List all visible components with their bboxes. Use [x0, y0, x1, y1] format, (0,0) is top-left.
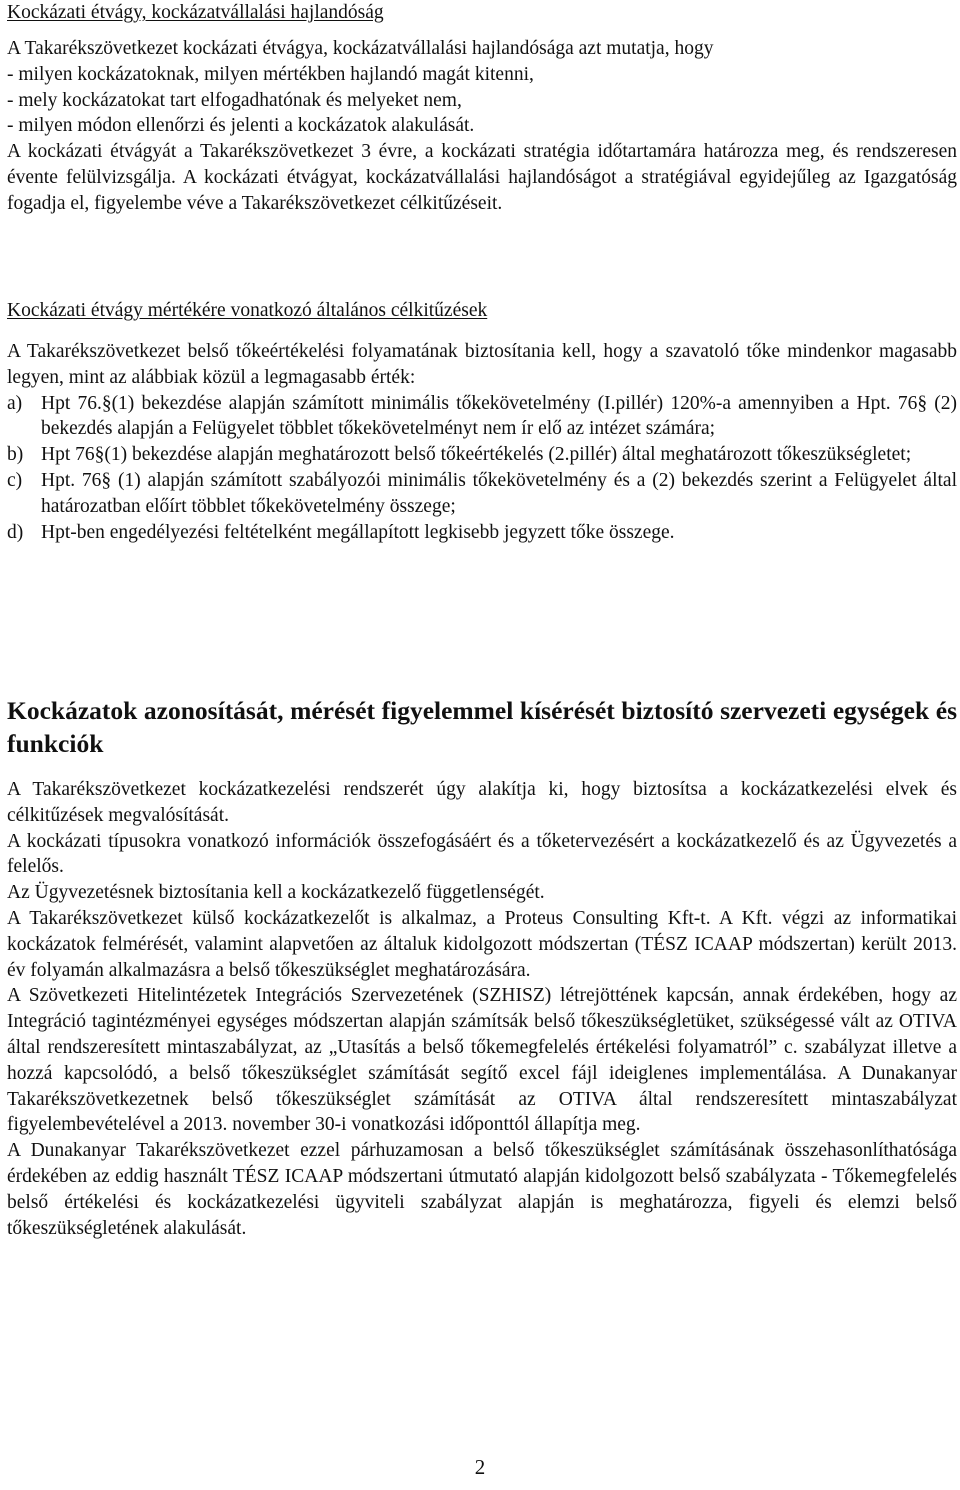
body-paragraph: A Takarékszövetkezet kockázatkezelési rendszerét úgy alakítja ki, hogy biztosítsa a kockázatkezelési elvek és célkitűzések megvalósítását.	[7, 779, 957, 826]
page-number: 2	[474, 1455, 486, 1479]
list-marker: d)	[7, 521, 24, 543]
bullet-item: - mely kockázatokat tart elfogadhatónak és melyeket nem,	[7, 89, 462, 111]
list-item	[7, 442, 957, 468]
section-heading: Kockázati étvágy, kockázatvállalási hajlandóság	[7, 2, 384, 23]
list-item-text: Hpt 76.§(1) bekezdése alapján számított minimális tőkekövetelmény (I.pillér) 120%-a amennyiben a Hpt. 76§ (2) bekezdés alapján a Felügyelet többlet tőkekövetelményt nem ír elő az intézet számára;	[41, 392, 957, 440]
section-heading: Kockázati étvágy mértékére vonatkozó általános célkitűzések	[7, 300, 488, 321]
intro-paragraph: A Takarékszövetkezet belső tőkeértékelési folyamatának biztosítania kell, hogy a szavatoló tőke mindenkor magasabb legyen, mint az alábbiak közül a legmagasabb érték:	[7, 341, 957, 388]
bullet-item: - milyen módon ellenőrzi és jelenti a kockázatok alakulását.	[7, 115, 475, 137]
body-paragraph: A Dunakanyar Takarékszövetkezet ezzel párhuzamosan a belső tőkeszükséglet számításának összehasonlíthatósága érdekében az eddig használt TÉSZ ICAAP módszertani útmutató alapján kidolgozott belső szabályzata - Tőkemegfelelés belső értékelési és kockázatkezelési ügyviteli szabályzat alapján is meghatározza, figyeli és elemzi belső tőkeszükségletének alakulását.	[7, 1140, 957, 1239]
bullet-item: - milyen kockázatoknak, milyen mértékben hajlandó magát kitenni,	[7, 63, 534, 85]
section-risk-appetite	[7, 0, 957, 217]
list-marker: a)	[7, 392, 23, 414]
section-risk-organisation	[7, 694, 957, 1241]
body-paragraph: A kockázati típusokra vonatkozó információk összefogásáért és a tőketervezésért a kockázatkezelő és az Ügyvezetés a felelős.	[7, 830, 957, 878]
section-appetite-objectives	[7, 298, 957, 545]
body-paragraph: Az Ügyvezetésnek biztosítania kell a kockázatkezelő függetlenségét.	[7, 882, 545, 904]
list-item-text: Hpt 76§(1) bekezdése alapján meghatározott belső tőkeértékelés (2.pillér) által meghatározott tőkeszükségletet;	[41, 444, 912, 466]
list-item	[7, 468, 957, 520]
list-item-text: Hpt. 76§ (1) alapján számított szabályozói minimális tőkekövetelmény és a (2) bekezdés szerint a Felügyelet által határozatban előírt többlet tőkekövetelmény összege;	[41, 469, 957, 517]
list-item-text: Hpt-ben engedélyezési feltételként megállapított legkisebb jegyzett tőke összege.	[41, 521, 675, 543]
list-item	[7, 520, 957, 546]
section-heading: Kockázatok azonosítását, mérését figyelemmel kísérését biztosító szervezeti egységek és funkciók	[7, 696, 957, 758]
body-paragraph: A Takarékszövetkezet külső kockázatkezelőt is alkalmaz, a Proteus Consulting Kft-t. A Kft. végzi az informatikai kockázatok felmérését, valamint alapvetően az általuk kidolgozott módszertan (TÉSZ ICAAP módszertan) került 2013. év folyamán alkalmazásra a belső tőkeszükséglet meghatározására.	[7, 907, 957, 981]
list-marker: b)	[7, 444, 24, 466]
body-paragraph: A Szövetkezeti Hitelintézetek Integrációs Szervezetének (SZHISZ) létrejöttének kapcsán, annak érdekében, hogy az Integráció tagintézményei egységes módszertan alapján számítsák belső tőkeszükségletüket, szükségessé vált az OTIVA által rendszeresített mintaszabályzat, az „Utasítás a belső tőkemegfelelés értékelési folyamatról” c. szabályzat illetve a hozzá kapcsolódó, a belső tőkeszükséglet számítását segítő excel fájl ideiglenes implementálása. A Dunakanyar Takarékszövetkezetnek belső tőkeszükséglet számítását az OTIVA által rendszeresített mintaszabályzat figyelembevételével a 2013. november 30-i vonatkozási időponttól állapítja meg.	[7, 985, 957, 1136]
list-item	[7, 391, 957, 443]
intro-paragraph: A Takarékszövetkezet kockázati étvágya, kockázatvállalási hajlandósága azt mutatja, hogy	[7, 38, 714, 59]
body-paragraph: A kockázati étvágyát a Takarékszövetkezet 3 évre, a kockázati stratégia időtartamára határozza meg, és rendszeresen évente felülvizsgálja. A kockázati étvágyat, kockázatvállalási hajlandóságot a stratégiával egyidejűleg az Igazgatóság fogadja el, figyelembe véve a Takarékszövetkezet célkitűzéseit.	[7, 141, 957, 214]
list-marker: c)	[7, 469, 23, 491]
